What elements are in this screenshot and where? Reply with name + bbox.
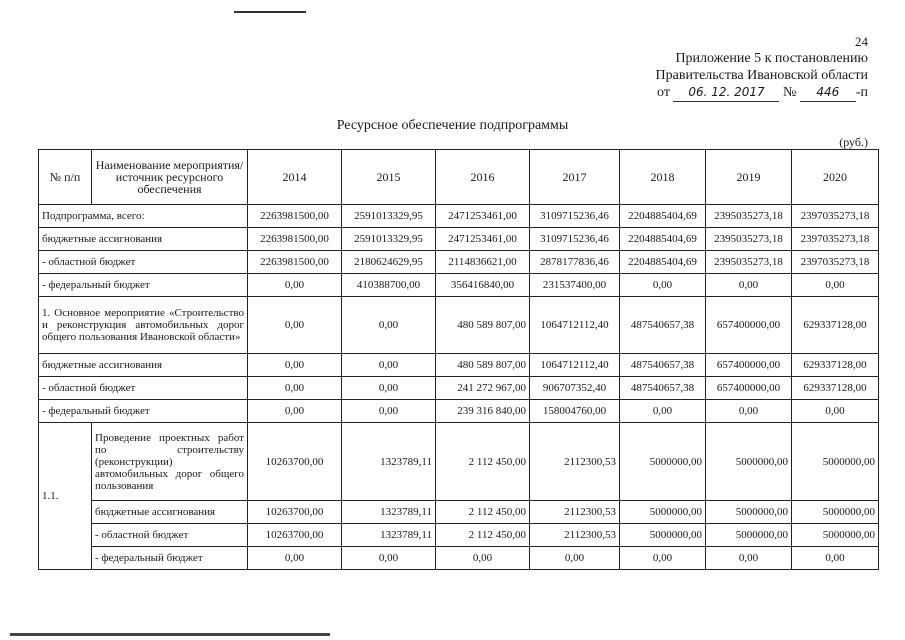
cell-value: 0,00 [248, 400, 342, 423]
cell-value: 5000000,00 [620, 501, 706, 524]
row-label: - федеральный бюджет [39, 274, 248, 297]
appendix-line-1: Приложение 5 к постановлению [675, 51, 868, 66]
table-row [39, 400, 879, 423]
cell-value: 2204885404,69 [620, 251, 706, 274]
cell-value: 629337128,00 [792, 354, 879, 377]
bottom-scan-mark [10, 633, 330, 636]
cell-value: 0,00 [792, 400, 879, 423]
cell-value: 356416840,00 [436, 274, 530, 297]
cell-value: 487540657,38 [620, 377, 706, 400]
cell-value: 480 589 807,00 [436, 354, 530, 377]
cell-value: 2395035273,18 [706, 228, 792, 251]
cell-value: 0,00 [620, 274, 706, 297]
table-row [39, 377, 879, 400]
cell-value: 2114836621,00 [436, 251, 530, 274]
page-title: Ресурсное обеспечение подпрограммы [336, 118, 569, 133]
table-row [39, 205, 879, 228]
cell-value: 1064712112,40 [530, 354, 620, 377]
cell-value: 5000000,00 [706, 423, 792, 501]
row-label: - областной бюджет [92, 524, 248, 547]
cell-value: 10263700,00 [248, 501, 342, 524]
cell-value: 2263981500,00 [248, 228, 342, 251]
cell-value: 2112300,53 [530, 501, 620, 524]
resource-table [38, 149, 879, 570]
cell-value: 657400000,00 [706, 297, 792, 354]
cell-value: 5000000,00 [706, 501, 792, 524]
row-label: - областной бюджет [39, 251, 248, 274]
cell-value: 10263700,00 [248, 423, 342, 501]
cell-value: 5000000,00 [620, 524, 706, 547]
cell-value: 487540657,38 [620, 354, 706, 377]
header-name: Наименование мероприятия/источник ресурсного обеспечения [92, 150, 248, 205]
cell-value: 487540657,38 [620, 297, 706, 354]
cell-value: 0,00 [706, 274, 792, 297]
cell-value: 2471253461,00 [436, 205, 530, 228]
table-row [39, 274, 879, 297]
cell-value: 239 316 840,00 [436, 400, 530, 423]
cell-value: 1323789,11 [342, 501, 436, 524]
cell-value: 0,00 [248, 547, 342, 570]
header-year: 2014 [248, 150, 342, 205]
cell-value: 0,00 [342, 354, 436, 377]
row-label: Подпрограмма, всего: [39, 205, 248, 228]
from-label: от [657, 85, 670, 100]
cell-value: 0,00 [792, 274, 879, 297]
top-scan-mark [234, 11, 306, 13]
cell-value: 2471253461,00 [436, 228, 530, 251]
cell-value: 10263700,00 [248, 524, 342, 547]
cell-value: 0,00 [530, 547, 620, 570]
cell-value: 0,00 [620, 400, 706, 423]
cell-value: 657400000,00 [706, 377, 792, 400]
cell-value: 906707352,40 [530, 377, 620, 400]
cell-value: 3109715236,46 [530, 205, 620, 228]
cell-value: 0,00 [436, 547, 530, 570]
cell-value: 629337128,00 [792, 377, 879, 400]
table-row [39, 547, 879, 570]
cell-value: 2 112 450,00 [436, 524, 530, 547]
header-year: 2017 [530, 150, 620, 205]
row-label: бюджетные ассигнования [92, 501, 248, 524]
cell-value: 0,00 [342, 547, 436, 570]
cell-value: 1323789,11 [342, 524, 436, 547]
cell-value: 1323789,11 [342, 423, 436, 501]
handwritten-number: 446 [800, 84, 856, 102]
cell-value: 2591013329,95 [342, 228, 436, 251]
row-label: - федеральный бюджет [92, 547, 248, 570]
header-year: 2016 [436, 150, 530, 205]
cell-value: 657400000,00 [706, 354, 792, 377]
cell-value: 629337128,00 [792, 297, 879, 354]
cell-value: 2263981500,00 [248, 251, 342, 274]
page-number: 24 [855, 34, 868, 49]
row-label: 1. Основное мероприятие «Строительство и реконструкция автомобильных дорог общего пользования Ивановской области» [39, 297, 248, 354]
cell-value: 0,00 [792, 547, 879, 570]
cell-value: 0,00 [342, 400, 436, 423]
handwritten-date: 06. 12. 2017 [673, 84, 779, 102]
cell-value: 0,00 [248, 377, 342, 400]
cell-value: 2204885404,69 [620, 205, 706, 228]
cell-value: 5000000,00 [792, 501, 879, 524]
cell-value: 2591013329,95 [342, 205, 436, 228]
cell-value: 2395035273,18 [706, 251, 792, 274]
cell-value: 2 112 450,00 [436, 423, 530, 501]
row-label: - федеральный бюджет [39, 400, 248, 423]
header-year: 2019 [706, 150, 792, 205]
cell-value: 2397035273,18 [792, 251, 879, 274]
table-row [39, 524, 879, 547]
cell-value: 3109715236,46 [530, 228, 620, 251]
table-row [39, 423, 879, 501]
table-row [39, 501, 879, 524]
cell-value: 0,00 [706, 547, 792, 570]
row-label: бюджетные ассигнования [39, 354, 248, 377]
number-sign: № [782, 85, 797, 100]
table-row [39, 228, 879, 251]
cell-value: 480 589 807,00 [436, 297, 530, 354]
cell-value: 2263981500,00 [248, 205, 342, 228]
number-suffix: -п [855, 85, 868, 100]
cell-value: 410388700,00 [342, 274, 436, 297]
cell-value: 231537400,00 [530, 274, 620, 297]
cell-value: 2878177836,46 [530, 251, 620, 274]
appendix-line-3 [656, 84, 868, 102]
unit-label: (руб.) [839, 135, 868, 149]
appendix-block [656, 50, 868, 102]
cell-value: 158004760,00 [530, 400, 620, 423]
cell-value: 0,00 [248, 274, 342, 297]
cell-value: 0,00 [248, 297, 342, 354]
table-header-row [39, 150, 879, 205]
table-row [39, 297, 879, 354]
table-row [39, 251, 879, 274]
cell-value: 0,00 [342, 377, 436, 400]
cell-value: 2112300,53 [530, 524, 620, 547]
cell-value: 5000000,00 [792, 423, 879, 501]
cell-value: 241 272 967,00 [436, 377, 530, 400]
table-row [39, 354, 879, 377]
cell-value: 2 112 450,00 [436, 501, 530, 524]
appendix-line-2: Правительства Ивановской области [655, 68, 868, 83]
cell-value: 2397035273,18 [792, 228, 879, 251]
cell-value: 2180624629,95 [342, 251, 436, 274]
header-year: 2020 [792, 150, 879, 205]
cell-value: 0,00 [620, 547, 706, 570]
cell-value: 5000000,00 [792, 524, 879, 547]
cell-value: 0,00 [342, 297, 436, 354]
cell-value: 5000000,00 [706, 524, 792, 547]
row-label: бюджетные ассигнования [39, 228, 248, 251]
cell-value: 2395035273,18 [706, 205, 792, 228]
cell-value: 2112300,53 [530, 423, 620, 501]
row-number: 1.1. [39, 423, 92, 570]
cell-value: 0,00 [706, 400, 792, 423]
cell-value: 0,00 [248, 354, 342, 377]
header-num: № п/п [39, 150, 92, 205]
cell-value: 2397035273,18 [792, 205, 879, 228]
header-year: 2015 [342, 150, 436, 205]
row-label: - областной бюджет [39, 377, 248, 400]
cell-value: 5000000,00 [620, 423, 706, 501]
header-year: 2018 [620, 150, 706, 205]
cell-value: 1064712112,40 [530, 297, 620, 354]
cell-value: 2204885404,69 [620, 228, 706, 251]
row-label: Проведение проектных работ по строительству (реконструкции) автомобильных дорог общего пользования [92, 423, 248, 501]
